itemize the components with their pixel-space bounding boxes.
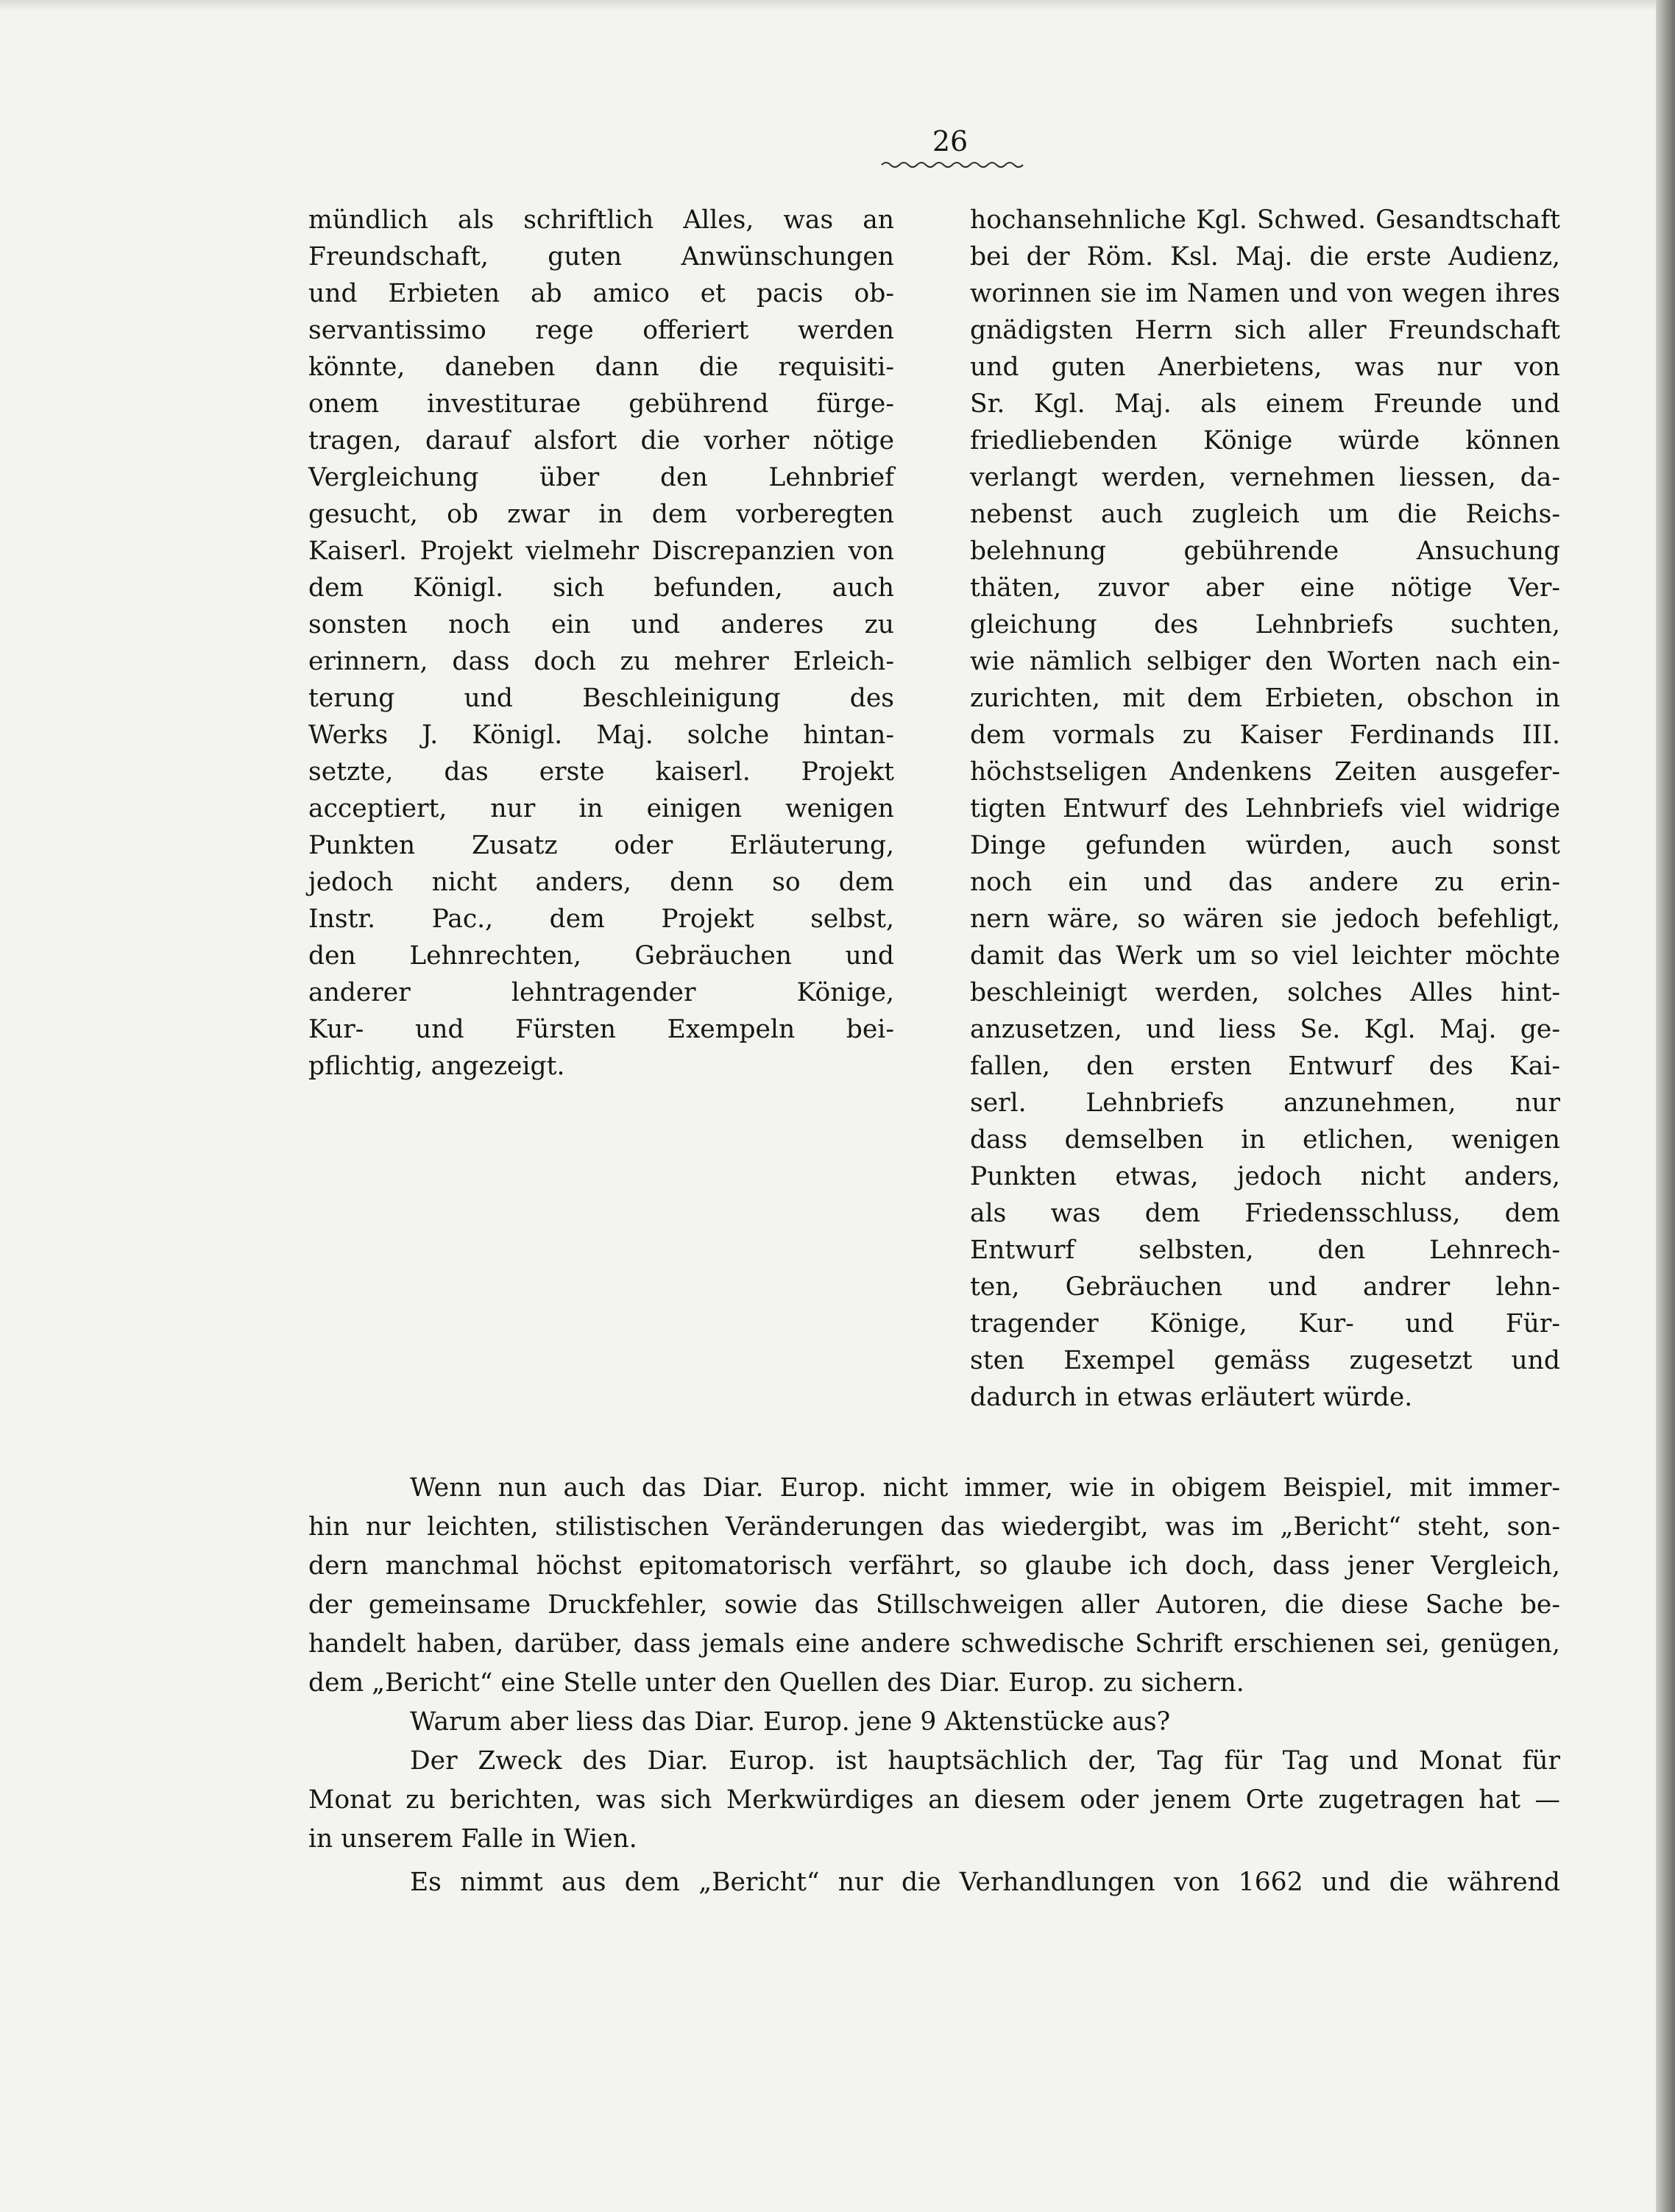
right-line-31: tragender Könige, Kur- und Für- xyxy=(970,1309,1560,1339)
body-line-3: dern manchmal höchst epitomatorisch verfährt, so glaube ich doch, dass jener Vergleich, xyxy=(308,1551,1560,1581)
left-line-6: onem investiturae gebührend fürge- xyxy=(308,389,894,419)
right-line-6: Sr. Kgl. Maj. als einem Freunde und xyxy=(970,389,1560,419)
left-line-22: anderer lehntragender Könige, xyxy=(308,978,894,1007)
body-line-5: handelt haben, darüber, dass jemals eine andere schwedische Schrift erschienen sei, genügen, xyxy=(308,1629,1560,1659)
right-line-30: ten, Gebräuchen und andrer lehn- xyxy=(970,1272,1560,1302)
right-line-20: nern wäre, so wären sie jedoch befehligt, xyxy=(970,904,1560,934)
body-line-10: in unserem Falle in Wien. xyxy=(308,1824,637,1854)
left-line-20: Instr. Pac., dem Projekt selbst, xyxy=(308,904,894,934)
right-line-16: höchstseligen Andenkens Zeiten ausgefer- xyxy=(970,757,1560,787)
left-line-16: setzte, das erste kaiserl. Projekt xyxy=(308,757,894,787)
left-line-8: Vergleichung über den Lehnbrief xyxy=(308,463,894,492)
right-line-17: tigten Entwurf des Lehnbriefs viel widrige xyxy=(970,794,1560,823)
right-line-3: worinnen sie im Namen und von wegen ihres xyxy=(970,279,1560,308)
right-line-14: zurichten, mit dem Erbieten, obschon in xyxy=(970,684,1560,713)
right-line-18: Dinge gefunden würden, auch sonst xyxy=(970,831,1560,860)
left-line-2: Freundschaft, guten Anwünschungen xyxy=(308,242,894,272)
right-line-13: wie nämlich selbiger den Worten nach ein- xyxy=(970,647,1560,676)
left-line-21: den Lehnrechten, Gebräuchen und xyxy=(308,941,894,971)
right-line-8: verlangt werden, vernehmen liessen, da- xyxy=(970,463,1560,492)
left-line-3: und Erbieten ab amico et pacis ob- xyxy=(308,279,894,308)
right-line-11: thäten, zuvor aber eine nötige Ver- xyxy=(970,573,1560,603)
right-line-4: gnädigsten Herrn sich aller Freundschaft xyxy=(970,316,1560,345)
left-line-7: tragen, darauf alsfort die vorher nötige xyxy=(308,426,894,455)
right-line-26: dass demselben in etlichen, wenigen xyxy=(970,1125,1560,1155)
wavy-ornament xyxy=(880,159,1024,169)
body-line-7: Warum aber liess das Diar. Europ. jene 9 Aktenstücke aus? xyxy=(410,1707,1171,1737)
left-line-9: gesucht, ob zwar in dem vorberegten xyxy=(308,500,894,529)
body-line-9: Monat zu berichten, was sich Merkwürdiges an diesem oder jenem Orte zugetragen hat — xyxy=(308,1785,1560,1815)
right-line-32: sten Exempel gemäss zugesetzt und xyxy=(970,1346,1560,1375)
right-line-19: noch ein und das andere zu erin- xyxy=(970,868,1560,897)
right-line-12: gleichung des Lehnbriefs suchten, xyxy=(970,610,1560,639)
left-line-17: acceptiert, nur in einigen wenigen xyxy=(308,794,894,823)
right-line-1: hochansehnliche Kgl. Schwed. Gesandtschaft xyxy=(970,205,1560,235)
left-line-18: Punkten Zusatz oder Erläuterung, xyxy=(308,831,894,860)
right-line-22: beschleinigt werden, solches Alles hint- xyxy=(970,978,1560,1007)
page-number: 26 xyxy=(932,125,968,157)
left-line-1: mündlich als schriftlich Alles, was an xyxy=(308,205,894,235)
body-line-11: Es nimmt aus dem „Bericht“ nur die Verhandlungen von 1662 und die während xyxy=(410,1868,1560,1897)
body-line-4: der gemeinsame Druckfehler, sowie das Stillschweigen aller Autoren, die diese Sache be- xyxy=(308,1590,1560,1620)
right-line-23: anzusetzen, und liess Se. Kgl. Maj. ge- xyxy=(970,1015,1560,1044)
right-line-7: friedliebenden Könige würde können xyxy=(970,426,1560,455)
left-line-13: erinnern, dass doch zu mehrer Erleich- xyxy=(308,647,894,676)
right-line-5: und guten Anerbietens, was nur von xyxy=(970,352,1560,382)
left-line-4: servantissimo rege offeriert werden xyxy=(308,316,894,345)
body-line-2: hin nur leichten, stilistischen Veränderungen das wiedergibt, was im „Bericht“ steht, son- xyxy=(308,1512,1560,1542)
right-line-24: fallen, den ersten Entwurf des Kai- xyxy=(970,1052,1560,1081)
body-line-1: Wenn nun auch das Diar. Europ. nicht immer, wie in obigem Beispiel, mit immer- xyxy=(410,1473,1560,1503)
left-line-12: sonsten noch ein und anderes zu xyxy=(308,610,894,639)
right-line-29: Entwurf selbsten, den Lehnrech- xyxy=(970,1236,1560,1265)
left-line-14: terung und Beschleinigung des xyxy=(308,684,894,713)
left-line-15: Werks J. Königl. Maj. solche hintan- xyxy=(308,720,894,750)
body-line-6: dem „Bericht“ eine Stelle unter den Quellen des Diar. Europ. zu sichern. xyxy=(308,1668,1244,1698)
right-line-25: serl. Lehnbriefs anzunehmen, nur xyxy=(970,1088,1560,1118)
body-line-8: Der Zweck des Diar. Europ. ist hauptsächlich der, Tag für Tag und Monat für xyxy=(410,1746,1560,1776)
right-line-28: als was dem Friedensschluss, dem xyxy=(970,1199,1560,1228)
right-line-27: Punkten etwas, jedoch nicht anders, xyxy=(970,1162,1560,1191)
right-line-33: dadurch in etwas erläutert würde. xyxy=(970,1383,1413,1412)
left-line-24: pflichtig, angezeigt. xyxy=(308,1052,565,1081)
right-line-10: belehnung gebührende Ansuchung xyxy=(970,536,1560,566)
left-line-11: dem Königl. sich befunden, auch xyxy=(308,573,894,603)
left-line-5: könnte, daneben dann die requisiti- xyxy=(308,352,894,382)
left-line-19: jedoch nicht anders, denn so dem xyxy=(308,868,894,897)
left-line-10: Kaiserl. Projekt vielmehr Discrepanzien von xyxy=(308,536,894,566)
right-line-9: nebenst auch zugleich um die Reichs- xyxy=(970,500,1560,529)
left-line-23: Kur- und Fürsten Exempeln bei- xyxy=(308,1015,894,1044)
right-line-21: damit das Werk um so viel leichter möchte xyxy=(970,941,1560,971)
page-edge-right xyxy=(1656,0,1675,2212)
page-edge-top xyxy=(0,0,1675,10)
right-line-15: dem vormals zu Kaiser Ferdinands III. xyxy=(970,720,1560,750)
right-line-2: bei der Röm. Ksl. Maj. die erste Audienz, xyxy=(970,242,1560,272)
